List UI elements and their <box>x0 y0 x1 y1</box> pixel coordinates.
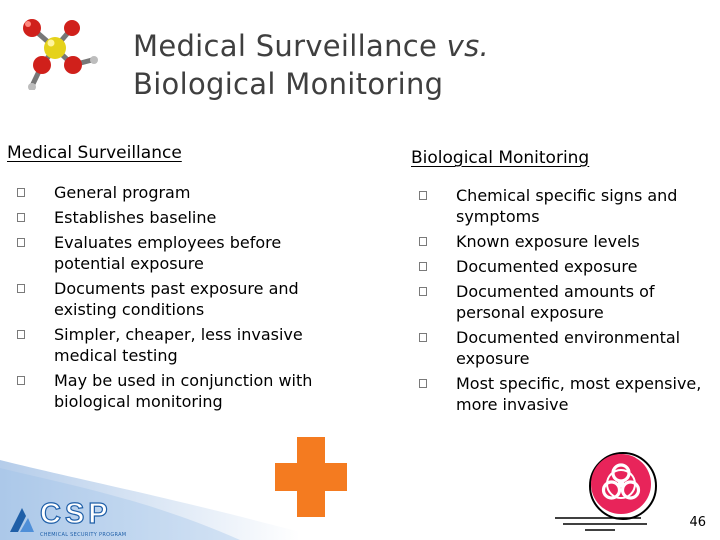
list-item: Chemical specific signs and symptoms <box>416 185 708 227</box>
page-number: 46 <box>689 515 706 530</box>
checkbox-bullet-icon <box>17 376 25 385</box>
checkbox-bullet-icon <box>17 284 25 293</box>
right-column-heading: Biological Monitoring <box>411 148 590 168</box>
list-item: Evaluates employees before potential exposure <box>14 232 334 274</box>
checkbox-bullet-icon <box>17 330 25 339</box>
medical-cross-icon <box>275 437 347 517</box>
list-item: Documented exposure <box>416 256 708 277</box>
list-item: May be used in conjunction with biological monitoring <box>14 370 334 412</box>
list-item: Known exposure levels <box>416 231 708 252</box>
list-item: Establishes baseline <box>14 207 334 228</box>
checkbox-bullet-icon <box>419 287 427 296</box>
right-bullet-list <box>416 185 708 419</box>
biohazard-icon <box>555 452 675 532</box>
title-line-2: Biological Monitoring <box>133 67 444 101</box>
left-column-heading: Medical Surveillance <box>7 143 182 163</box>
checkbox-bullet-icon <box>419 379 427 388</box>
checkbox-bullet-icon <box>419 262 427 271</box>
logo-mark-icon <box>8 504 36 534</box>
title-text: Medical Surveillance <box>133 29 447 63</box>
list-item: General program <box>14 182 334 203</box>
checkbox-bullet-icon <box>419 333 427 342</box>
checkbox-bullet-icon <box>419 237 427 246</box>
molecule-icon <box>10 10 110 90</box>
list-item: Documented amounts of personal exposure <box>416 281 708 323</box>
checkbox-bullet-icon <box>17 238 25 247</box>
list-item: Most specific, most expensive, more invasive <box>416 373 708 415</box>
title-vs: vs. <box>446 29 490 63</box>
logo-subtext: CHEMICAL SECURITY PROGRAM <box>40 532 127 538</box>
left-bullet-list <box>14 182 334 416</box>
checkbox-bullet-icon <box>17 188 25 197</box>
checkbox-bullet-icon <box>17 213 25 222</box>
slide-title <box>133 27 693 103</box>
list-item: Documents past exposure and existing conditions <box>14 278 334 320</box>
csp-logo <box>8 498 148 540</box>
list-item: Simpler, cheaper, less invasive medical testing <box>14 324 334 366</box>
list-item: Documented environmental exposure <box>416 327 708 369</box>
logo-text: CSP <box>40 498 112 530</box>
checkbox-bullet-icon <box>419 191 427 200</box>
